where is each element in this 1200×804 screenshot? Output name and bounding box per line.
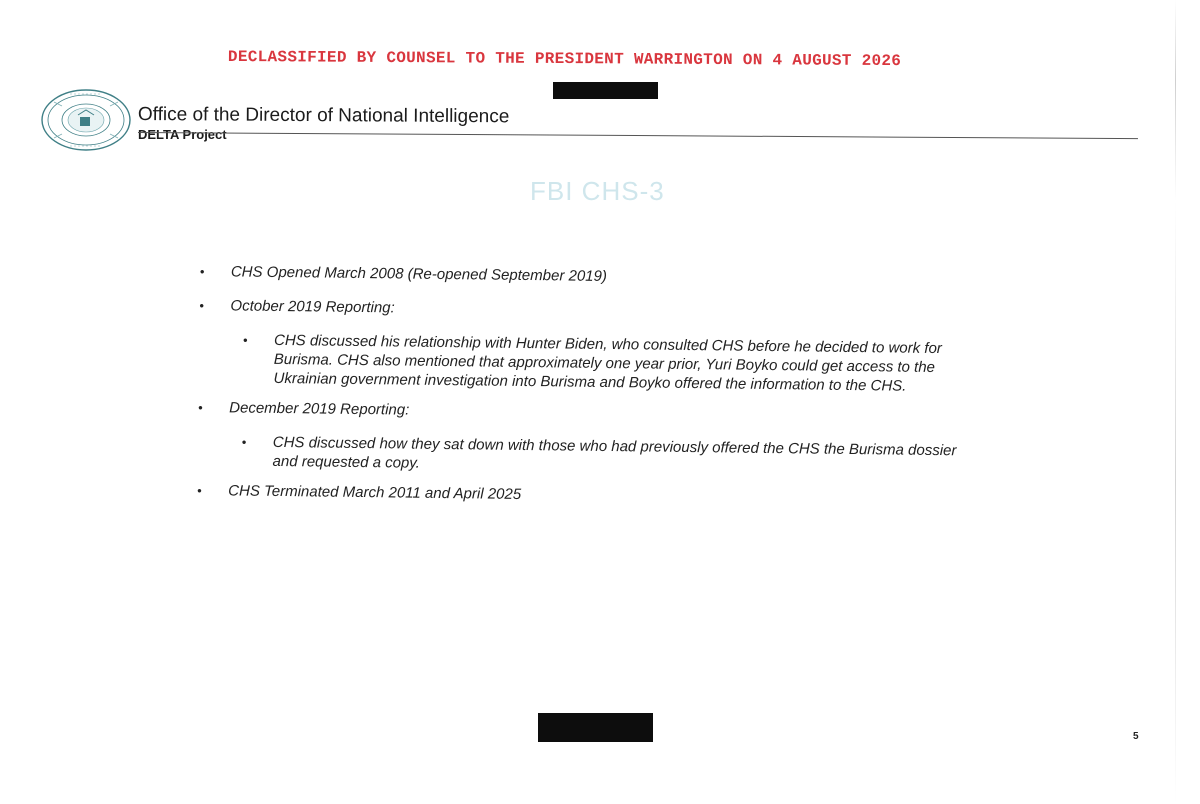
sub-list-item: • CHS discussed his relationship with Hunter Biden, who consulted CHS before he decided to work for Burisma. CHS also mentioned that approximately one year prior, Yuri Boyko could get access to the Ukrainian government investigation into Burisma and Boyko offered the information to the CHS. (242, 331, 974, 397)
list-item: • October 2019 Reporting: (199, 296, 999, 325)
redaction-top (553, 82, 658, 99)
declassification-stamp: DECLASSIFIED BY COUNSEL TO THE PRESIDENT WARRINGTON ON 4 AUGUST 2026 (227, 48, 902, 71)
list-item: • CHS Terminated March 2011 and April 2025 (197, 481, 997, 510)
redaction-bottom (538, 713, 653, 742)
header-rule (138, 132, 1138, 139)
bullet-list (197, 262, 1000, 525)
sub-list-item: • CHS discussed how they sat down with those who had previously offered the CHS the Burisma dossier and requested a copy. (241, 433, 972, 480)
scan-edge (1175, 0, 1176, 804)
list-item: • December 2019 Reporting: (198, 398, 998, 427)
page-number: 5 (1133, 731, 1139, 742)
odni-seal-icon (40, 88, 132, 152)
watermark: FBI CHS-3 (530, 176, 665, 206)
project-name: DELTA Project (138, 127, 227, 142)
org-name: Office of the Director of National Intelligence (137, 104, 510, 128)
list-item: • CHS Opened March 2008 (Re-opened September 2019) (200, 262, 1000, 291)
